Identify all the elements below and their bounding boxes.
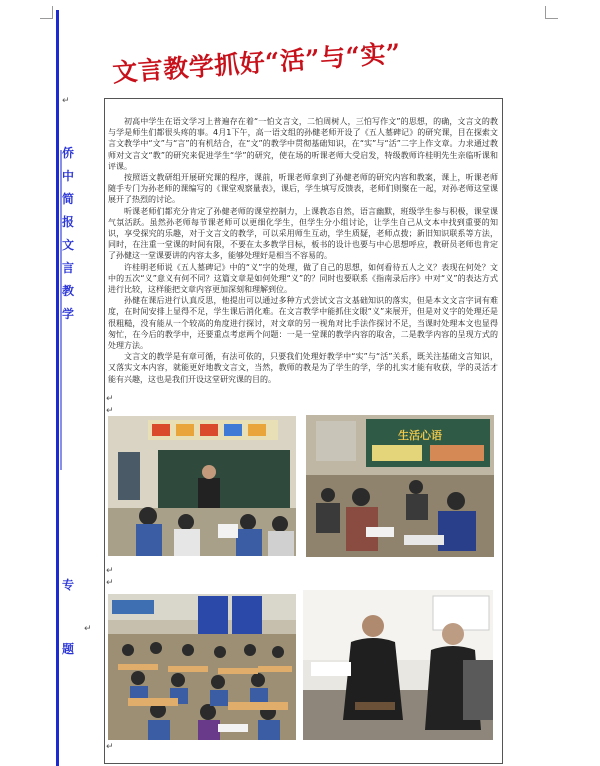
classroom-lecture-photo [108, 416, 296, 556]
side-label-vertical [58, 142, 78, 326]
paragraph: 初高中学生在语文学习上普遍存在着“一怕文言文，二怕周树人，三怕写作文”的思想，的确，文言文的教与学是师生们都很头疼的事。4月1下午，高一语文组的孙健老师开设了《五人墓碑记》的研究课，目在探索文言文教学中“文”与“言”的有机结合，在“文”的教学中贯彻基础知识，在“实”与“活”二字上作文章。力求通过教师对文言文“教”的研究来促进学生“学”的研究，使在场的听课老师大受启发，特级教师许桂明先生亲临听课和评课。 [108, 117, 498, 171]
teachers-meeting-photo [303, 590, 493, 740]
side-char: 简 [61, 192, 74, 206]
return-mark: ↵ [106, 566, 114, 576]
side-char: 教 [61, 284, 74, 298]
paragraph: 许桂明老师说《五人墓碑记》中的“义”字的处理，做了自己的思想，如何看待五人之义？表现在何处？文中的五次“义”意义有何不同？这篇文章是如何处理“义”的？同时也要联系《指南录后序》中对“义”的表达方式进行比较，这样能把文章内容更加深刻和理解到位。 [108, 262, 498, 295]
return-mark: ↵ [106, 406, 114, 416]
return-mark: ↵ [106, 578, 114, 588]
return-mark: ↵ [62, 96, 70, 106]
paragraph: 听课老师们都充分肯定了孙健老师的课堂控制力，上课教态自然，语言幽默，班级学生参与积极，课堂课气氛活跃。虽然孙老师每节课老师可以更细化学生，但学生分小组讨论，让学生自己从文本中找到重要的知识，享受探究的乐趣，对于文言文的教学，可以采用师生互动，学生质疑，老师点拨；新旧知识联系等方法，同时，在注重一堂课的时间有限，不要在太多教学目标，板书的设计也要与中心思想呼应，教研员老师也肯定了孙健这一堂课要讲的内容太多，能够处理好是相当不容易的。 [108, 206, 498, 261]
classroom-wide-photo [108, 594, 296, 740]
side-char: 学 [61, 307, 74, 321]
article-body [108, 116, 498, 385]
article-title: 文言教学抓好“活”与“实” [111, 38, 402, 88]
author-char: 专 [61, 578, 74, 592]
paragraph: 文言文的教学是有章可循，有法可依的，只要我们处理好教学中“实”与“活”关系，既关注基础文言知识，又落实文本内容，就能更好地教文言文，当然，教师的教是为了学生的学，学的扎实才能有收获，学的灵活才能有兴趣，这也是我们开设这堂研究课的目的。 [108, 352, 498, 384]
author-label-vertical [58, 553, 78, 681]
board-text: 生活心语 [398, 429, 442, 442]
author-char: 题 [61, 642, 74, 656]
students-discussion-photo [306, 415, 494, 557]
side-char: 侨 [61, 146, 74, 160]
return-mark: ↵ [106, 394, 114, 404]
return-mark: ↵ [106, 742, 114, 752]
crop-mark-top-left [40, 6, 53, 19]
side-char: 文 [61, 238, 74, 252]
crop-mark-top-right [545, 6, 558, 19]
paragraph: 孙健在课后进行认真反思，他提出可以通过多种方式尝试文言文基础知识的落实，但是本文文言字词有难度，在时间安排上显得不足，学生课后消化难。在文言教学中能抓住文眼“义”来展开，但是对义字的处理还是很粗糙，没有能从一个较高的角度进行探讨，对文章的另一视角对比手法作探讨不足，当课时处理本文也显得匆忙，在今后的教学中，还要重点考虑两个问题：一是一堂课的教学内容的取舍，二是教学内容的呈现方式的处理方法。 [108, 296, 498, 351]
paragraph: 按照语文教研组开展研究课的程序，课前，听课老师拿到了孙健老师的研究内容和教案，课上，听课老师随手专门为孙老师的课编写的《课堂观察量表》，课后，学生填写反馈表，老师们则聚在一起，对孙老师这堂课展开了热烈的讨论。 [108, 173, 498, 205]
side-char: 中 [61, 169, 74, 183]
return-mark: ↵ [84, 624, 92, 634]
side-char: 报 [61, 215, 74, 229]
side-char: 言 [61, 261, 74, 275]
